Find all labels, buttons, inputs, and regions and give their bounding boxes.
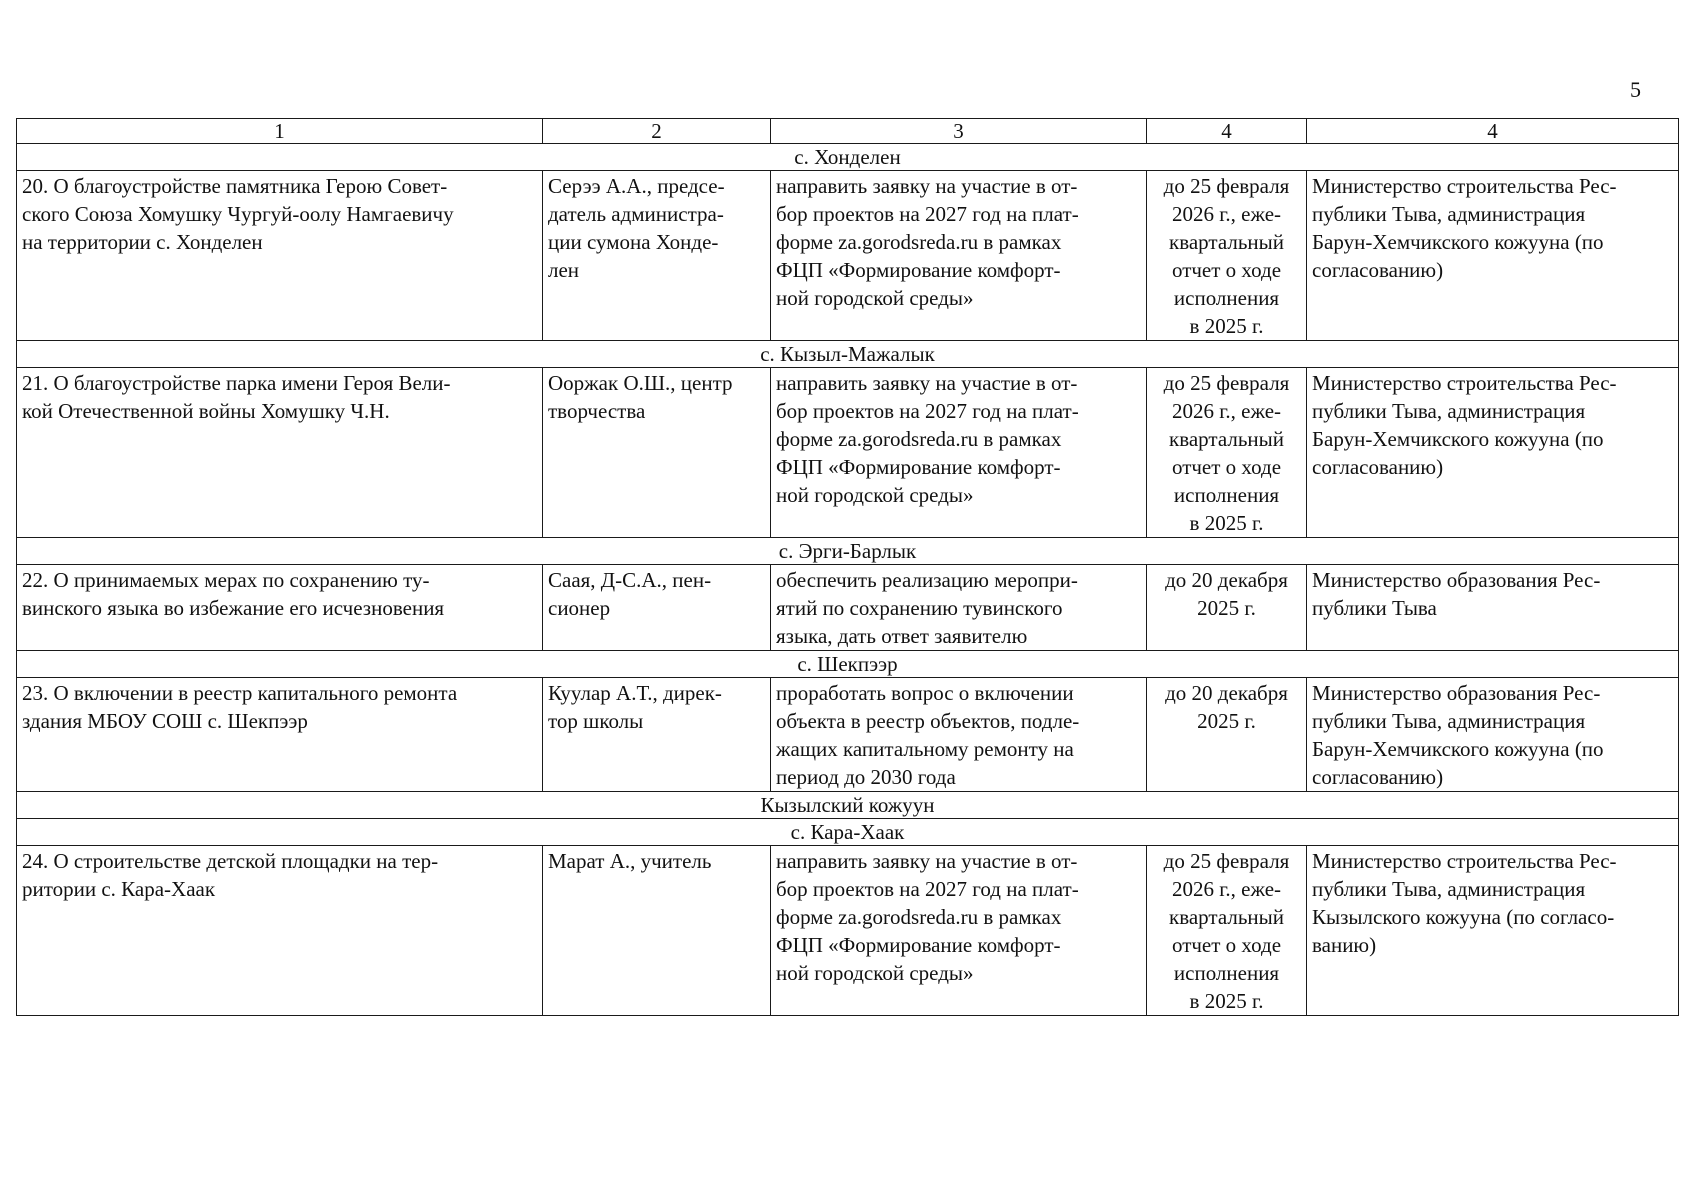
cell-line: ной городской среды»: [776, 483, 974, 507]
section-row: [17, 144, 1679, 171]
cell-line: до 25 февраля: [1163, 174, 1290, 198]
table-row: [17, 171, 1679, 341]
header-cell-3: 3: [771, 119, 1147, 144]
measure-cell: [771, 846, 1147, 1016]
header-cell-1: 1: [17, 119, 543, 144]
cell-line: 2026 г., еже-: [1171, 399, 1282, 423]
applicant-cell: [543, 565, 771, 651]
cell-line: сионер: [548, 596, 611, 620]
cell-line: ФЦП «Формирование комфорт-: [776, 455, 1061, 479]
table-row: [17, 846, 1679, 1016]
header-cell-4: 4: [1147, 119, 1307, 144]
cell-line: на территории с. Хонделен: [22, 230, 263, 254]
header-cell-5: 4: [1307, 119, 1679, 144]
responsible-cell: [1307, 368, 1679, 538]
section-row: [17, 538, 1679, 565]
cell-line: Барун-Хемчикского кожууна (по: [1312, 230, 1604, 254]
cell-line: согласованию): [1312, 765, 1444, 789]
cell-line: до 20 декабря: [1165, 568, 1288, 592]
deadline-cell: [1147, 368, 1307, 538]
cell-line: ритории с. Кара-Хаак: [22, 877, 216, 901]
applicant-cell: [543, 846, 771, 1016]
cell-line: объекта в реестр объектов, подле-: [776, 709, 1080, 733]
cell-line: ятий по сохранению тувинского: [776, 596, 1063, 620]
cell-line: в 2025 г.: [1189, 511, 1264, 535]
cell-line: квартальный: [1169, 905, 1284, 929]
cell-line: ФЦП «Формирование комфорт-: [776, 258, 1061, 282]
cell-line: до 25 февраля: [1163, 849, 1290, 873]
cell-line: Министерство строительства Рес-: [1312, 849, 1617, 873]
cell-line: направить заявку на участие в от-: [776, 371, 1078, 395]
table-row: [17, 368, 1679, 538]
question-cell: [17, 368, 543, 538]
cell-line: ной городской среды»: [776, 286, 974, 310]
cell-line: Серээ А.А., предсе-: [548, 174, 725, 198]
applicant-cell: [543, 368, 771, 538]
cell-line: отчет о ходе: [1171, 258, 1282, 282]
cell-line: исполнения: [1173, 961, 1280, 985]
section-title: Кызылский кожуун: [17, 792, 1679, 819]
cell-line: Саая, Д-С.А., пен-: [548, 568, 712, 592]
cell-line: винского языка во избежание его исчезновения: [22, 596, 445, 620]
cell-line: отчет о ходе: [1171, 933, 1282, 957]
cell-line: творчества: [548, 399, 646, 423]
table-row: [17, 565, 1679, 651]
cell-line: 24. О строительстве детской площадки на тер-: [22, 849, 439, 873]
cell-line: 20. О благоустройстве памятника Герою Совет-: [22, 174, 448, 198]
deadline-cell: [1147, 678, 1307, 792]
cell-line: лен: [548, 258, 580, 282]
cell-line: публики Тыва, администрация: [1312, 877, 1586, 901]
cell-line: ции сумона Хондe-: [548, 230, 719, 254]
cell-line: публики Тыва: [1312, 596, 1437, 620]
section-title: с. Хонделен: [17, 144, 1679, 171]
section-title: с. Кара-Хаак: [17, 819, 1679, 846]
cell-line: 22. О принимаемых мерах по сохранению ту-: [22, 568, 430, 592]
cell-line: языка, дать ответ заявителю: [776, 624, 1028, 648]
section-title: с. Шекпээр: [17, 651, 1679, 678]
cell-line: Марат А., учитель: [548, 849, 712, 873]
cell-line: ского Союза Хомушку Чургуй-оолу Намгаевичу: [22, 202, 454, 226]
cell-line: Кызылского кожууна (по согласо-: [1312, 905, 1615, 929]
cell-line: бор проектов на 2027 год на плат-: [776, 399, 1079, 423]
cell-line: 2025 г.: [1197, 709, 1256, 733]
section-row: [17, 792, 1679, 819]
cell-line: ной городской среды»: [776, 961, 974, 985]
cell-line: отчет о ходе: [1171, 455, 1282, 479]
section-title: с. Кызыл-Мажалык: [17, 341, 1679, 368]
responsible-cell: [1307, 565, 1679, 651]
question-cell: [17, 678, 543, 792]
section-row: [17, 341, 1679, 368]
deadline-cell: [1147, 171, 1307, 341]
table-body: [17, 119, 1679, 1016]
cell-line: публики Тыва, администрация: [1312, 202, 1586, 226]
cell-line: проработать вопрос о включении: [776, 681, 1074, 705]
table-row: [17, 678, 1679, 792]
measure-cell: [771, 565, 1147, 651]
responsible-cell: [1307, 846, 1679, 1016]
cell-line: тор школы: [548, 709, 644, 733]
measure-cell: [771, 678, 1147, 792]
cell-line: согласованию): [1312, 258, 1444, 282]
cell-line: бор проектов на 2027 год на плат-: [776, 202, 1079, 226]
cell-line: в 2025 г.: [1189, 314, 1264, 338]
cell-line: Барун-Хемчикского кожууна (по: [1312, 737, 1604, 761]
applicant-cell: [543, 171, 771, 341]
cell-line: 2026 г., еже-: [1171, 202, 1282, 226]
cell-line: 2026 г., еже-: [1171, 877, 1282, 901]
cell-line: квартальный: [1169, 427, 1284, 451]
responsible-cell: [1307, 678, 1679, 792]
header-row: [17, 119, 1679, 144]
section-row: [17, 819, 1679, 846]
cell-line: направить заявку на участие в от-: [776, 849, 1078, 873]
cell-line: 21. О благоустройстве парка имени Героя Вели-: [22, 371, 451, 395]
cell-line: публики Тыва, администрация: [1312, 399, 1586, 423]
cell-line: форме za.gorodsreda.ru в рамках: [776, 905, 1062, 929]
cell-line: Министерство образования Рес-: [1312, 568, 1601, 592]
cell-line: Куулар А.Т., дирек-: [548, 681, 722, 705]
section-row: [17, 651, 1679, 678]
section-title: с. Эрги-Барлык: [17, 538, 1679, 565]
applicant-cell: [543, 678, 771, 792]
cell-line: направить заявку на участие в от-: [776, 174, 1078, 198]
cell-line: до 25 февраля: [1163, 371, 1290, 395]
question-cell: [17, 171, 543, 341]
cell-line: бор проектов на 2027 год на плат-: [776, 877, 1079, 901]
cell-line: форме za.gorodsreda.ru в рамках: [776, 427, 1062, 451]
page-number: 5: [1630, 77, 1641, 102]
cell-line: Министерство строительства Рес-: [1312, 174, 1617, 198]
cell-line: 2025 г.: [1197, 596, 1256, 620]
cell-line: жащих капитальному ремонту на: [776, 737, 1074, 761]
deadline-cell: [1147, 846, 1307, 1016]
cell-line: Министерство строительства Рес-: [1312, 371, 1617, 395]
cell-line: обеспечить реализацию меропри-: [776, 568, 1078, 592]
cell-line: исполнения: [1173, 483, 1280, 507]
cell-line: ФЦП «Формирование комфорт-: [776, 933, 1061, 957]
cell-line: публики Тыва, администрация: [1312, 709, 1586, 733]
question-cell: [17, 846, 543, 1016]
document-table: [16, 118, 1679, 1016]
cell-line: кой Отечественной войны Хомушку Ч.Н.: [22, 399, 390, 423]
cell-line: в 2025 г.: [1189, 989, 1264, 1013]
cell-line: согласованию): [1312, 455, 1444, 479]
header-cell-2: 2: [543, 119, 771, 144]
cell-line: Ооржак О.Ш., центр: [548, 371, 733, 395]
cell-line: до 20 декабря: [1165, 681, 1288, 705]
deadline-cell: [1147, 565, 1307, 651]
question-cell: [17, 565, 543, 651]
cell-line: 23. О включении в реестр капитального ремонта: [22, 681, 458, 705]
cell-line: период до 2030 года: [776, 765, 956, 789]
cell-line: ванию): [1312, 933, 1377, 957]
cell-line: квартальный: [1169, 230, 1284, 254]
measure-cell: [771, 171, 1147, 341]
responsible-cell: [1307, 171, 1679, 341]
cell-line: исполнения: [1173, 286, 1280, 310]
cell-line: Министерство образования Рес-: [1312, 681, 1601, 705]
measure-cell: [771, 368, 1147, 538]
cell-line: форме za.gorodsreda.ru в рамках: [776, 230, 1062, 254]
cell-line: здания МБОУ СОШ с. Шекпээр: [22, 709, 308, 733]
cell-line: Барун-Хемчикского кожууна (по: [1312, 427, 1604, 451]
cell-line: датель администра-: [548, 202, 724, 226]
